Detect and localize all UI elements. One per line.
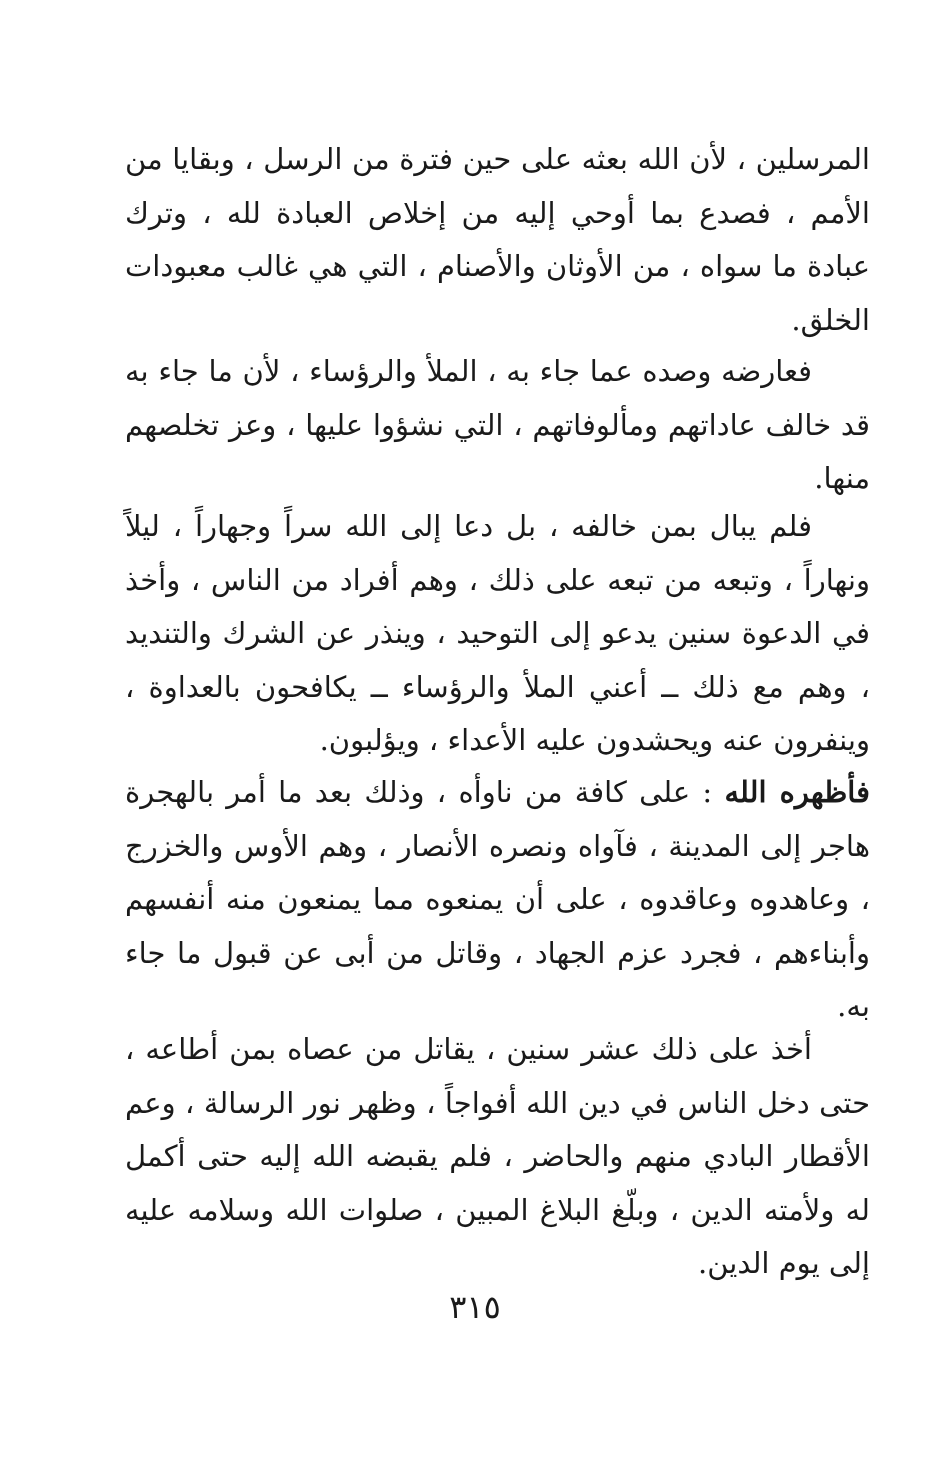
paragraph-5-text: أخذ على ذلك عشر سنين ، يقاتل من عصاه بمن أطاعه ، حتى دخل الناس في دين الله أفواجاً ، وظهر نور الرسالة ، وعم الأقطار البادي منهم والحاضر ، فلم يقبضه الله إليه حتى أكمل له ولأمته الدين ، وبلّغ البلاغ المبين ، صلوات الله وسلامه عليه إلى يوم الدين. (125, 1032, 870, 1280)
paragraph-2-text: فعارضه وصده عما جاء به ، الملأ والرؤساء ، لأن ما جاء به قد خالف عاداتهم ومألوفاتهم ، التي نشؤوا عليها ، وعز تخلصهم منها. (125, 354, 870, 495)
paragraph-3-text: فلم يبال بمن خالفه ، بل دعا إلى الله سراً وجهاراً ، ليلاً ونهاراً ، وتبعه من تبعه على ذلك ، وهم أفراد من الناس ، وأخذ في الدعوة سنين يدعو إلى التوحيد ، وينذر عن الشرك والتنديد ، وهم مع ذلك ــ أعني الملأ والرؤساء ــ يكافحون بالعداوة ، وينفرون عنه ويحشدون عليه الأعداء ، ويؤلبون. (125, 509, 870, 757)
paragraph-4-body: : على كافة من ناوأه ، وذلك بعد ما أمر بالهجرة هاجر إلى المدينة ، فآواه ونصره الأنصار ، وهم الأوس والخزرج ، وعاهدوه وعاقدوه ، على أن يمنعوه مما يمنعون منه أنفسهم وأبناءهم ، فجرد عزم الجهاد ، وقاتل من أبى عن قبول ما جاء به. (125, 775, 870, 1023)
paragraph-5 (125, 1023, 870, 1291)
paragraph-4-bold-lead: فأظهره الله (724, 775, 870, 809)
paragraph-4-text (125, 766, 870, 1034)
page-number: ٣١٥ (449, 1288, 501, 1326)
paragraph-3 (125, 500, 870, 768)
paragraph-4 (125, 766, 870, 1034)
paragraph-1 (125, 133, 870, 347)
paragraph-2 (125, 345, 870, 506)
paragraph-1-text: المرسلين ، لأن الله بعثه على حين فترة من الرسل ، وبقايا من الأمم ، فصدع بما أوحي إليه من إخلاص العبادة لله ، وترك عبادة ما سواه ، من الأوثان والأصنام ، التي هي غالب معبودات الخلق. (125, 142, 870, 337)
